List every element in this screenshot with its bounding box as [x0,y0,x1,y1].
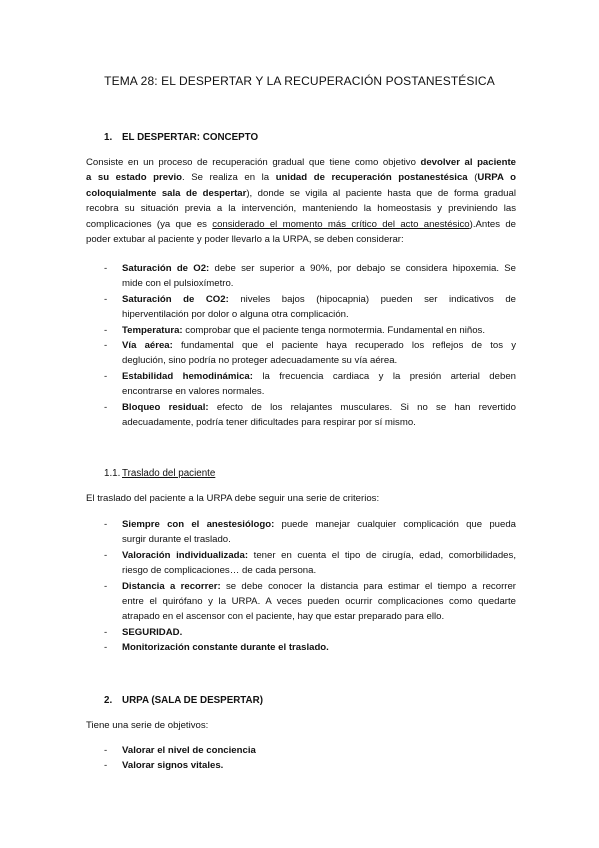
list-item: - SEGURIDAD. [104,626,183,638]
section-1-1-heading [104,466,215,481]
section-2-heading [104,693,263,708]
paragraph-line: Consiste en un proceso de recuperación gradual que tiene como objetivo devolver al paciente [86,157,516,168]
list-item: - Valorar signos vitales. [104,760,224,772]
list-item: - Siempre con el anestesiólogo: puede manejar cualquier complicación que pueda surgir durante el traslado. [104,519,516,546]
section-label: EL DESPERTAR: CONCEPTO [122,132,259,143]
paragraph-line: recobra su situación previa a la intervención, manteniendo la homeostasis y previniendo las [86,203,516,215]
list-item: - Distancia a recorrer: se debe conocer la distancia para estimar el tiempo a recorrer entre el quirófano y la URPA. A veces pueden ocurrir complicaciones como quedarte atrapado en el ascensor con el paciente, hay que estar preparado para ello. [104,580,516,623]
list-item: - Saturación de O2: debe ser superior a 90%, por debajo se considera hipoxemia. Se mide con el pulsioxímetro. [104,263,516,290]
list-item: - Estabilidad hemodinámica: la frecuencia cardiaca y la presión arterial deben encontrarse en valores normales. [104,370,516,398]
list-item: - Valoración individualizada: tener en cuenta el tipo de cirugía, edad, comorbilidades, riesgo de complicaciones… de cada persona. [104,549,516,577]
section-2-intro: Tiene una serie de objetivos: [86,720,209,731]
section-number: 1.1. [104,468,121,479]
section-1-list [104,261,516,430]
list-item: - Valorar el nivel de conciencia [104,745,256,756]
paragraph-line: poder extubar al paciente y poder llevarlo a la URPA, se deben considerar: [86,233,404,245]
section-label: Traslado del paciente [122,468,216,479]
list-item: - Monitorización constante durante el traslado. [104,642,329,654]
document-title: TEMA 28: EL DESPERTAR Y LA RECUPERACIÓN POSTANESTÉSICA [104,74,495,88]
list-item: - Temperatura: comprobar que el paciente tenga normotermia. Fundamental en niños. [104,324,485,336]
section-number: 2. [104,695,113,706]
section-1-1-list [104,517,516,656]
paragraph-line: coloquialmente sala de despertar), donde se vigila al paciente hasta que de forma gradual [86,187,516,199]
list-item: - Saturación de CO2: niveles bajos (hipocapnia) pueden ser indicativos de hiperventilación por dolor o alguna otra complicación. [104,293,517,321]
section-number: 1. [104,132,113,143]
section-1-1-intro: El traslado del paciente a la URPA debe seguir una serie de criterios: [86,493,380,504]
paragraph-line: complicaciones (ya que es considerado el momento más crítico del acto anestésico).Antes de [86,218,516,230]
section-2-list [104,743,516,774]
list-item: - Vía aérea: fundamental que el paciente haya recuperado los reflejos de tos y deglución, sino podría no proteger adecuadamente su vía aérea. [104,340,516,367]
section-label: URPA (SALA DE DESPERTAR) [122,695,263,706]
section-1-heading [104,130,258,145]
list-item: - Bloqueo residual: efecto de los relajantes musculares. Si no se han revertido adecuadamente, podría tener dificultades para respirar por sí mismo. [104,401,516,429]
paragraph-line: a su estado previo. Se realiza en la unidad de recuperación postanestésica (URPA o [86,172,516,184]
section-1-intro [86,155,516,247]
